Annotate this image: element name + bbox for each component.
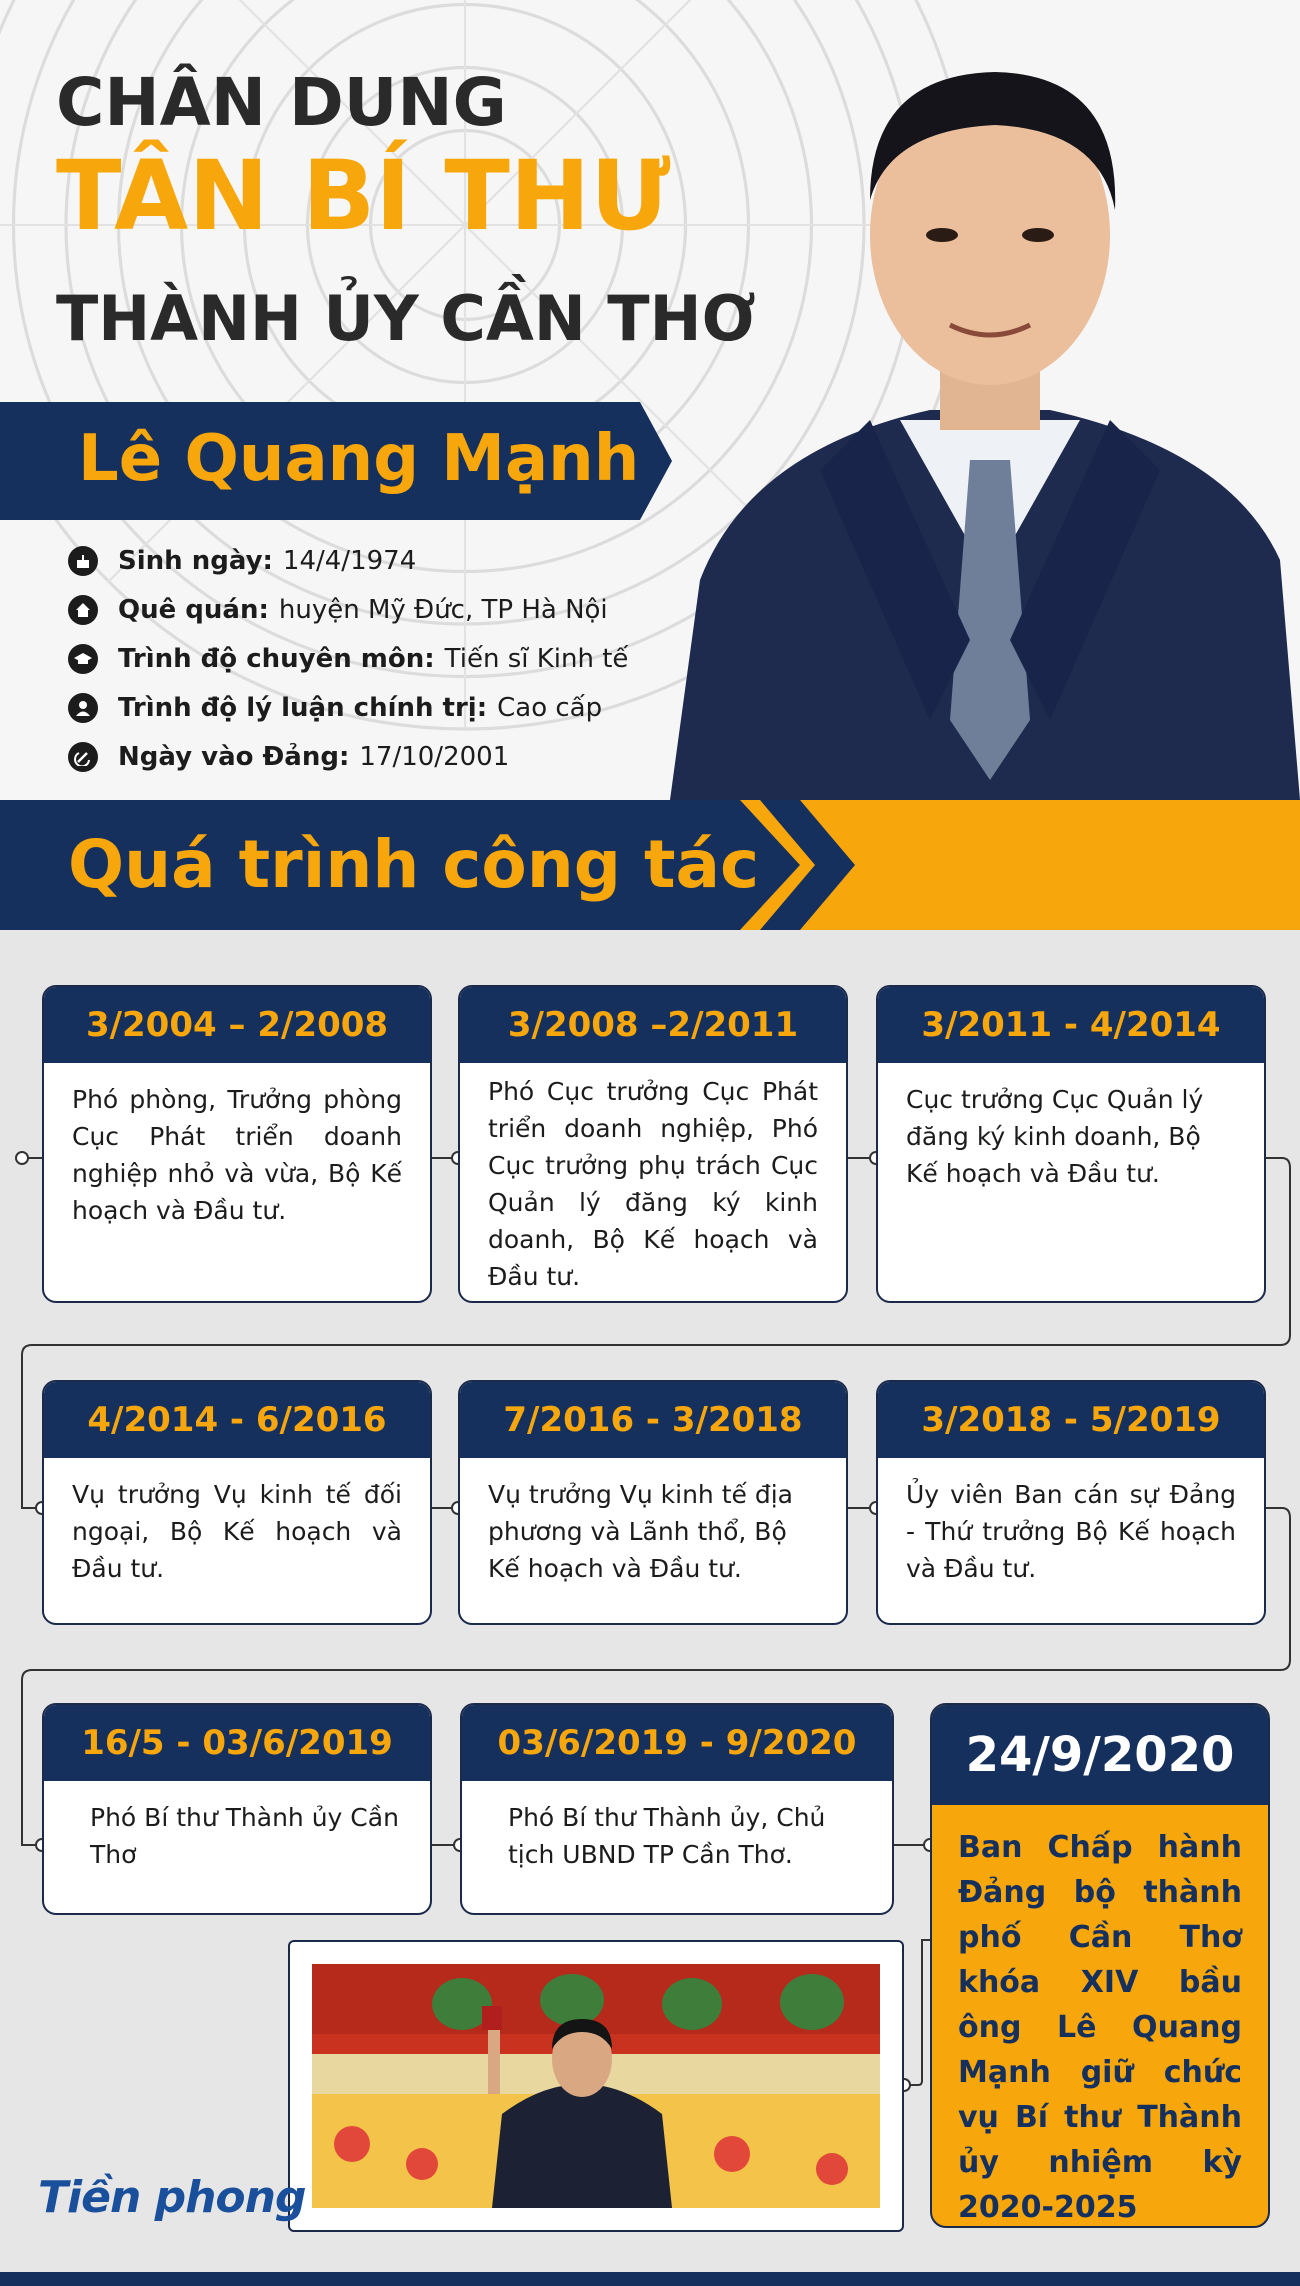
timeline-card — [876, 985, 1266, 1303]
bio-value: 14/4/1974 — [282, 545, 417, 576]
timeline-text: Vụ trưởng Vụ kinh tế đối ngoại, Bộ Kế hoạch và Đầu tư. — [72, 1480, 402, 1583]
bio-value: huyện Mỹ Đức, TP Hà Nội — [278, 594, 608, 625]
timeline-text: Phó Bí thư Thành ủy Cần Thơ — [90, 1803, 399, 1869]
timeline-period: 03/6/2019 - 9/2020 — [462, 1705, 892, 1781]
timeline-card — [42, 985, 432, 1303]
final-card — [930, 1703, 1270, 2228]
timeline-card — [42, 1703, 432, 1915]
timeline-period: 3/2004 – 2/2008 — [44, 987, 430, 1063]
timeline-text: Cục trưởng Cục Quản lý đăng ký kinh doanh, Bộ Kế hoạch và Đầu tư. — [906, 1085, 1204, 1188]
timeline-period: 3/2008 –2/2011 — [460, 987, 846, 1063]
timeline-text: Vụ trưởng Vụ kinh tế địa phương và Lãnh thổ, Bộ Kế hoạch và Đầu tư. — [488, 1480, 793, 1583]
title-line-2: TÂN BÍ THƯ — [56, 140, 671, 252]
bio-label: Ngày vào Đảng: — [118, 741, 350, 772]
bio-label: Quê quán: — [118, 594, 269, 625]
bio-row-birthdate — [68, 536, 628, 585]
bio-row-education — [68, 634, 628, 683]
bottom-bar — [0, 2272, 1300, 2286]
timeline-card — [42, 1380, 432, 1625]
timeline-period: 16/5 - 03/6/2019 — [44, 1705, 430, 1781]
bio-row-political-theory — [68, 683, 628, 732]
timeline-card — [458, 1380, 848, 1625]
final-text: Ban Chấp hành Đảng bộ thành phố Cần Thơ khóa XIV bầu ông Lê Quang Mạnh giữ chức vụ Bí thư Thành ủy nhiệm kỳ 2020-2025 — [958, 1830, 1242, 2225]
timeline-period: 4/2014 - 6/2016 — [44, 1382, 430, 1458]
timeline-text: Phó Cục trưởng Cục Phát triển doanh nghiệp, Phó Cục trưởng phụ trách Cục Quản lý đăng ký kinh doanh, Bộ Kế hoạch và Đầu tư. — [488, 1077, 818, 1291]
portrait-photo — [670, 20, 1300, 800]
timeline-text: Phó phòng, Trưởng phòng Cục Phát triển doanh nghiệp nhỏ và vừa, Bộ Kế hoạch và Đầu tư. — [72, 1085, 402, 1225]
bio-row-hometown — [68, 585, 628, 634]
person-name: Lê Quang Mạnh — [78, 422, 640, 496]
user-icon — [68, 693, 98, 723]
bio-row-party-date — [68, 732, 628, 781]
graduation-cap-icon — [68, 644, 98, 674]
timeline-period: 3/2011 - 4/2014 — [878, 987, 1264, 1063]
bio-list — [68, 536, 628, 781]
birthday-cake-icon — [68, 546, 98, 576]
bio-label: Trình độ lý luận chính trị: — [118, 692, 488, 723]
timeline-period: 7/2016 - 3/2018 — [460, 1382, 846, 1458]
timeline-period: 3/2018 - 5/2019 — [878, 1382, 1264, 1458]
home-icon — [68, 595, 98, 625]
timeline-card — [876, 1380, 1266, 1625]
timeline-text: Phó Bí thư Thành ủy, Chủ tịch UBND TP Cần Thơ. — [508, 1803, 826, 1869]
bio-label: Sinh ngày: — [118, 545, 273, 576]
bio-value: Cao cấp — [497, 692, 603, 723]
congress-photo — [312, 1964, 880, 2208]
timeline-card — [458, 985, 848, 1303]
header — [0, 0, 1300, 800]
timeline-card — [460, 1703, 894, 1915]
final-date: 24/9/2020 — [932, 1705, 1268, 1805]
title-line-3: THÀNH ỦY CẦN THƠ — [56, 282, 756, 355]
timeline-text: Ủy viên Ban cán sự Đảng - Thứ trưởng Bộ Kế hoạch và Đầu tư. — [906, 1480, 1236, 1583]
section-title: Quá trình công tác — [68, 826, 760, 903]
title-line-1: CHÂN DUNG — [56, 64, 507, 141]
bio-value: 17/10/2001 — [359, 741, 510, 772]
bio-label: Trình độ chuyên môn: — [118, 643, 435, 674]
hammer-sickle-icon — [68, 742, 98, 772]
bio-value: Tiến sĩ Kinh tế — [444, 643, 629, 674]
tienphong-logo: Tiền phong — [38, 2172, 306, 2223]
